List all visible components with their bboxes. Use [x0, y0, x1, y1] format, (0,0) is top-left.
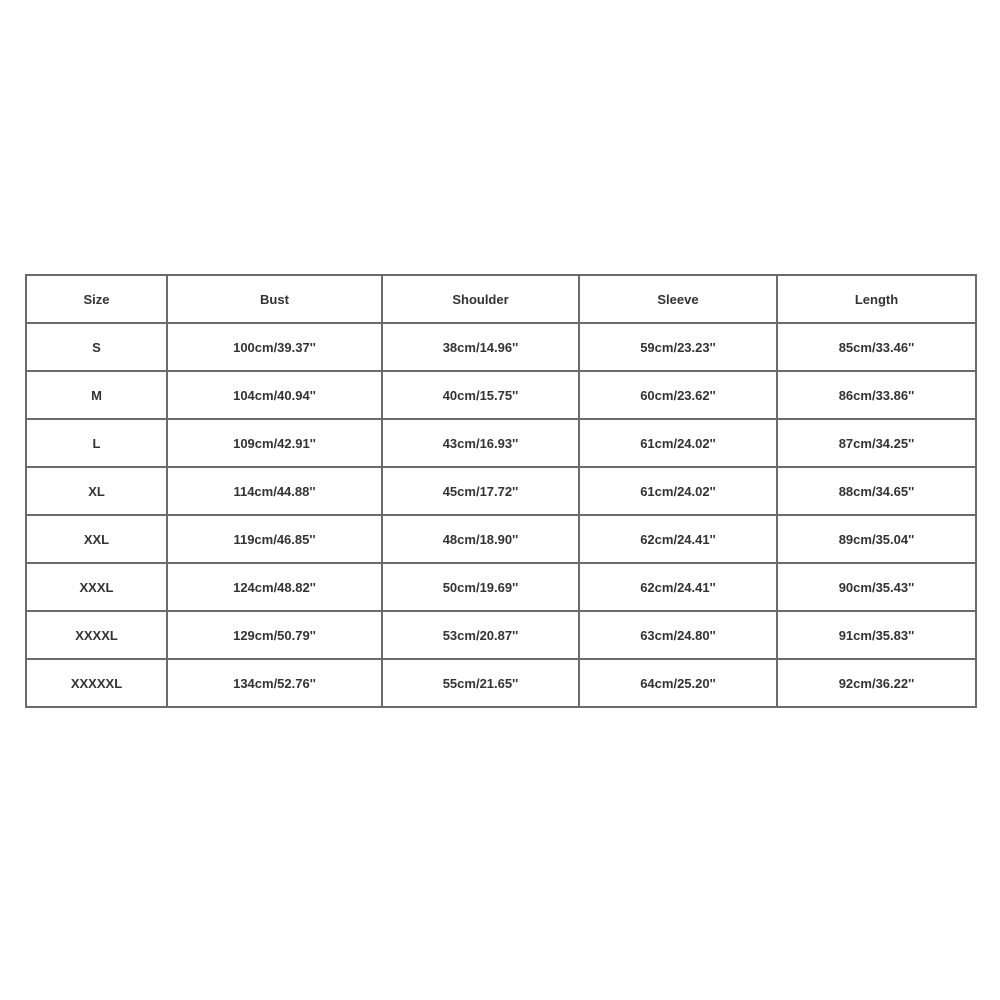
- table-row: [26, 371, 976, 419]
- cell-sleeve: 62cm/24.41'': [579, 515, 777, 563]
- cell-bust: 129cm/50.79'': [167, 611, 382, 659]
- cell-sleeve: 60cm/23.62'': [579, 371, 777, 419]
- cell-sleeve: 63cm/24.80'': [579, 611, 777, 659]
- table-row: [26, 659, 976, 707]
- cell-length: 91cm/35.83'': [777, 611, 976, 659]
- cell-shoulder: 43cm/16.93'': [382, 419, 579, 467]
- cell-shoulder: 53cm/20.87'': [382, 611, 579, 659]
- cell-size: XXXXL: [26, 611, 167, 659]
- header-row: [26, 275, 976, 323]
- cell-size: M: [26, 371, 167, 419]
- cell-bust: 124cm/48.82'': [167, 563, 382, 611]
- cell-bust: 109cm/42.91'': [167, 419, 382, 467]
- cell-bust: 134cm/52.76'': [167, 659, 382, 707]
- cell-length: 87cm/34.25'': [777, 419, 976, 467]
- cell-size: S: [26, 323, 167, 371]
- cell-length: 90cm/35.43'': [777, 563, 976, 611]
- cell-length: 86cm/33.86'': [777, 371, 976, 419]
- table-row: [26, 467, 976, 515]
- cell-length: 92cm/36.22'': [777, 659, 976, 707]
- header-bust: Bust: [167, 275, 382, 323]
- table-row: [26, 611, 976, 659]
- cell-sleeve: 61cm/24.02'': [579, 467, 777, 515]
- table-row: [26, 323, 976, 371]
- cell-bust: 114cm/44.88'': [167, 467, 382, 515]
- cell-shoulder: 48cm/18.90'': [382, 515, 579, 563]
- cell-size: XXXXXL: [26, 659, 167, 707]
- cell-length: 88cm/34.65'': [777, 467, 976, 515]
- cell-shoulder: 45cm/17.72'': [382, 467, 579, 515]
- cell-sleeve: 59cm/23.23'': [579, 323, 777, 371]
- cell-shoulder: 40cm/15.75'': [382, 371, 579, 419]
- table-row: [26, 419, 976, 467]
- header-size: Size: [26, 275, 167, 323]
- header-length: Length: [777, 275, 976, 323]
- header-shoulder: Shoulder: [382, 275, 579, 323]
- cell-size: L: [26, 419, 167, 467]
- cell-bust: 119cm/46.85'': [167, 515, 382, 563]
- cell-sleeve: 64cm/25.20'': [579, 659, 777, 707]
- cell-length: 89cm/35.04'': [777, 515, 976, 563]
- cell-sleeve: 62cm/24.41'': [579, 563, 777, 611]
- size-chart-body: [26, 323, 976, 707]
- table-row: [26, 515, 976, 563]
- cell-bust: 100cm/39.37'': [167, 323, 382, 371]
- cell-size: XXXL: [26, 563, 167, 611]
- size-chart-table: [25, 274, 977, 708]
- cell-size: XXL: [26, 515, 167, 563]
- cell-sleeve: 61cm/24.02'': [579, 419, 777, 467]
- cell-size: XL: [26, 467, 167, 515]
- cell-shoulder: 55cm/21.65'': [382, 659, 579, 707]
- table-row: [26, 563, 976, 611]
- cell-shoulder: 50cm/19.69'': [382, 563, 579, 611]
- cell-length: 85cm/33.46'': [777, 323, 976, 371]
- cell-shoulder: 38cm/14.96'': [382, 323, 579, 371]
- cell-bust: 104cm/40.94'': [167, 371, 382, 419]
- size-chart-header: [26, 275, 976, 323]
- header-sleeve: Sleeve: [579, 275, 777, 323]
